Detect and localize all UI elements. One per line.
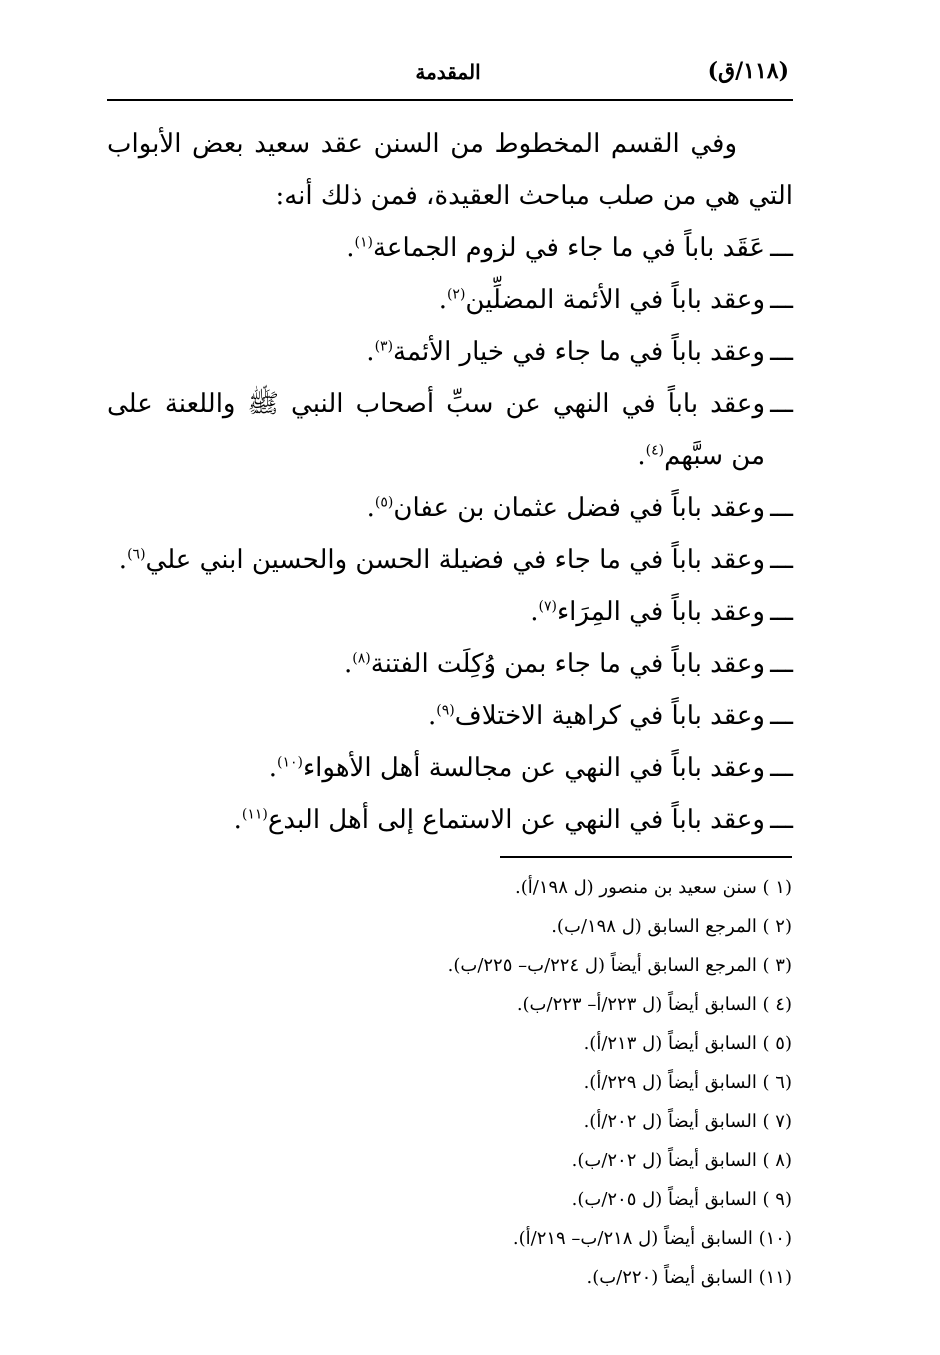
page-number: (١١٨/ق) (707, 58, 789, 84)
footnote-ref[interactable]: (١٠) (276, 754, 303, 771)
list-item (107, 794, 793, 846)
list-item (107, 690, 793, 742)
item-text: وعقد باباً في النهي عن سبِّ أصحاب النبي ﷺ واللعنة على من سبَّهم (107, 389, 765, 471)
item-end: . (637, 441, 646, 471)
item-text: وعقد باباً في النهي عن مجالسة أهل الأهواء (302, 753, 765, 783)
item-end: . (438, 285, 447, 315)
list-item (107, 534, 793, 586)
dash-marker: ـــ (770, 285, 793, 315)
dash-marker: ـــ (770, 545, 793, 575)
item-end: . (233, 805, 242, 835)
list-item (107, 222, 793, 274)
footnote-ref[interactable]: (٨) (352, 650, 371, 667)
footnote-ref[interactable]: (٧) (538, 598, 557, 615)
dash-marker: ـــ (770, 233, 793, 263)
item-end: . (268, 753, 277, 783)
footnote: (١١) السابق أيضاً (٢٢٠/ب). (586, 1267, 792, 1288)
item-end: . (366, 337, 375, 367)
footnote: (٥ ) السابق أيضاً (ل ٢١٣/أ). (583, 1033, 792, 1054)
footnotes-list (332, 868, 792, 1297)
list-item (107, 326, 793, 378)
item-text: وعقد باباً في النهي عن الاستماع إلى أهل البدع (267, 805, 765, 835)
footnote: (٨ ) السابق أيضاً (ل ٢٠٢/ب). (571, 1150, 792, 1171)
dash-marker: ـــ (770, 597, 793, 627)
item-end: . (428, 701, 437, 731)
dash-marker: ـــ (770, 337, 793, 367)
item-end: . (530, 597, 539, 627)
footnote-ref[interactable]: (١) (354, 234, 373, 251)
item-end: . (118, 545, 128, 575)
item-text: وعقد باباً في ما جاء في فضيلة الحسن والحسين ابني علي (145, 545, 765, 575)
footnote: (١٠) السابق أيضاً (ل ٢١٨/ب– ٢١٩/أ). (512, 1228, 792, 1249)
footnote: (٣ ) المرجع السابق أيضاً (ل ٢٢٤/ب– ٢٢٥/ب). (447, 955, 792, 976)
list-item (107, 638, 793, 690)
main-text (107, 118, 793, 846)
list-item (107, 742, 793, 794)
item-text: وعقد باباً في ما جاء في خيار الأئمة (393, 337, 765, 367)
dash-marker: ـــ (770, 649, 793, 679)
footnote-ref[interactable]: (٣) (374, 338, 394, 355)
intro-paragraph: وفي القسم المخطوط من السنن عقد سعيد بعض الأبواب التي هي من صلب مباحث العقيدة، فمن ذلك أنه: (107, 129, 793, 211)
item-text: وعقد باباً في ما جاء بمن وُكِلَت الفتنة (370, 649, 765, 679)
footnote: (٢ ) المرجع السابق (ل ١٩٨/ب). (551, 916, 792, 937)
footnote-ref[interactable]: (٩) (436, 702, 455, 719)
dash-marker: ـــ (770, 701, 793, 731)
footnote: (٤ ) السابق أيضاً (ل ٢٢٣/أ– ٢٢٣/ب). (516, 994, 792, 1015)
footnote: (٩ ) السابق أيضاً (ل ٢٠٥/ب). (571, 1189, 792, 1210)
item-end: . (346, 233, 355, 263)
item-text: وعقد باباً في المِرَاء (556, 597, 765, 627)
item-text: وعقد باباً في الأئمة المضلِّين (465, 285, 765, 315)
list-item (107, 378, 793, 482)
item-end: . (366, 493, 375, 523)
item-end: . (344, 649, 353, 679)
footnote-separator (500, 856, 792, 858)
dash-marker: ـــ (770, 753, 793, 783)
footnote: (٧ ) السابق أيضاً (ل ٢٠٢/أ). (583, 1111, 792, 1132)
footnote-ref[interactable]: (١١) (241, 806, 268, 823)
dash-marker: ـــ (770, 389, 793, 419)
item-text: عَقَد باباً في ما جاء في لزوم الجماعة (372, 233, 765, 263)
footnote: (١ ) سنن سعيد بن منصور (ل ١٩٨/أ). (515, 877, 792, 898)
chapter-title: المقدمة (415, 60, 481, 84)
footnote-ref[interactable]: (٦) (127, 546, 146, 563)
footnote: (٦ ) السابق أيضاً (ل ٢٢٩/أ). (583, 1072, 792, 1093)
list-item (107, 586, 793, 638)
list-item (107, 274, 793, 326)
chapter-list (107, 222, 793, 846)
footnote-ref[interactable]: (٢) (446, 286, 466, 303)
footnote-ref[interactable]: (٤) (645, 442, 665, 459)
footnote-ref[interactable]: (٥) (374, 494, 394, 511)
list-item (107, 482, 793, 534)
item-text: وعقد باباً في فضل عثمان بن عفان (393, 493, 765, 523)
item-text: وعقد باباً في كراهية الاختلاف (454, 701, 765, 731)
dash-marker: ـــ (770, 805, 793, 835)
running-header (107, 58, 789, 94)
dash-marker: ـــ (770, 493, 793, 523)
header-rule (107, 99, 793, 101)
